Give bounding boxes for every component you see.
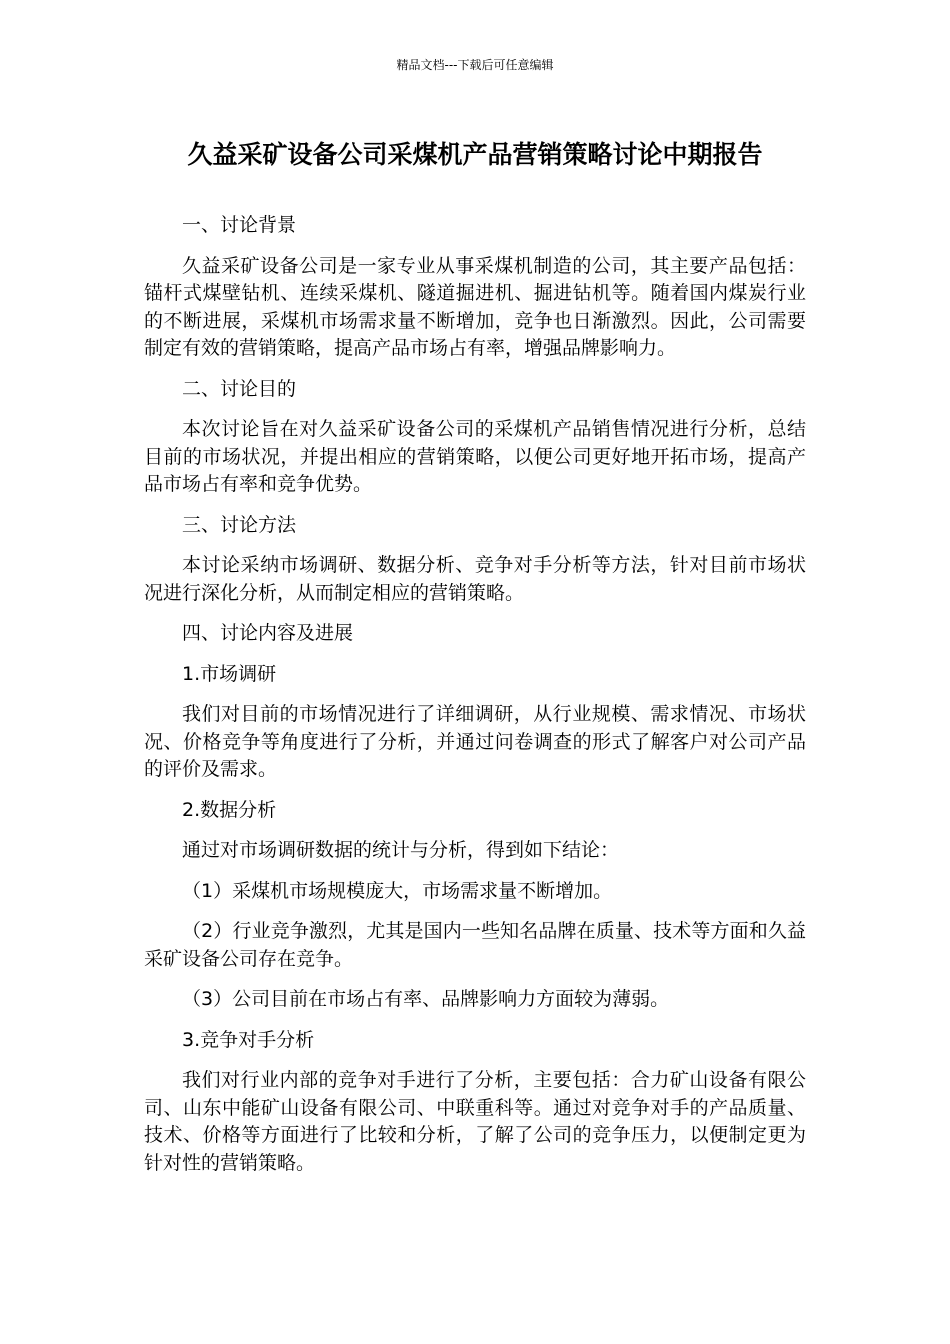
conclusion-item-2: （2）行业竞争激烈，尤其是国内一些知名品牌在质量、技术等方面和久益采矿设备公司存在竞争。 (144, 920, 806, 970)
paragraph-data-analysis: 通过对市场调研数据的统计与分析，得到如下结论： (182, 839, 620, 861)
section-heading-method: 三、讨论方法 (182, 513, 297, 536)
paragraph-purpose: 本次讨论旨在对久益采矿设备公司的采煤机产品销售情况进行分析，总结目前的市场状况，并提出相应的营销策略，以便公司更好地开拓市场，提高产品市场占有率和竞争优势。 (144, 418, 806, 495)
conclusion-item-3: （3）公司目前在市场占有率、品牌影响力方面较为薄弱。 (182, 988, 670, 1010)
paragraph-competitor-analysis: 我们对行业内部的竞争对手进行了分析，主要包括：合力矿山设备有限公司、山东中能矿山设备有限公司、中联重科等。通过对竞争对手的产品质量、技术、价格等方面进行了比较和分析，了解了公司的竞争压力，以便制定更为针对性的营销策略。 (144, 1069, 806, 1174)
paragraph-background: 久益采矿设备公司是一家专业从事采煤机制造的公司，其主要产品包括：锚杆式煤壁钻机、连续采煤机、隧道掘进机、掘进钻机等。随着国内煤炭行业的不断进展，采煤机市场需求量不断增加，竞争也日渐激烈。因此，公司需要制定有效的营销策略，提高产品市场占有率，增强品牌影响力。 (144, 254, 806, 359)
page-header-note: 精品文档---下载后可任意编辑 (396, 58, 554, 72)
document-body (144, 212, 806, 1190)
document-title: 久益采矿设备公司采煤机产品营销策略讨论中期报告 (187, 140, 763, 169)
subheading-competitor-analysis: 3.竞争对手分析 (182, 1028, 315, 1051)
section-heading-purpose: 二、讨论目的 (182, 377, 297, 400)
conclusion-item-1: （1）采煤机市场规模庞大，市场需求量不断增加。 (182, 879, 613, 902)
section-heading-background: 一、讨论背景 (182, 214, 297, 236)
section-heading-content: 四、讨论内容及进展 (182, 622, 354, 644)
paragraph-method: 本讨论采纳市场调研、数据分析、竞争对手分析等方法，针对目前市场状况进行深化分析，从而制定相应的营销策略。 (144, 554, 806, 604)
paragraph-market-research: 我们对目前的市场情况进行了详细调研，从行业规模、需求情况、市场状况、价格竞争等角度进行了分析，并通过问卷调查的形式了解客户对公司产品的评价及需求。 (144, 703, 806, 780)
subheading-data-analysis: 2.数据分析 (182, 798, 277, 821)
subheading-market-research: 1.市场调研 (182, 662, 277, 685)
